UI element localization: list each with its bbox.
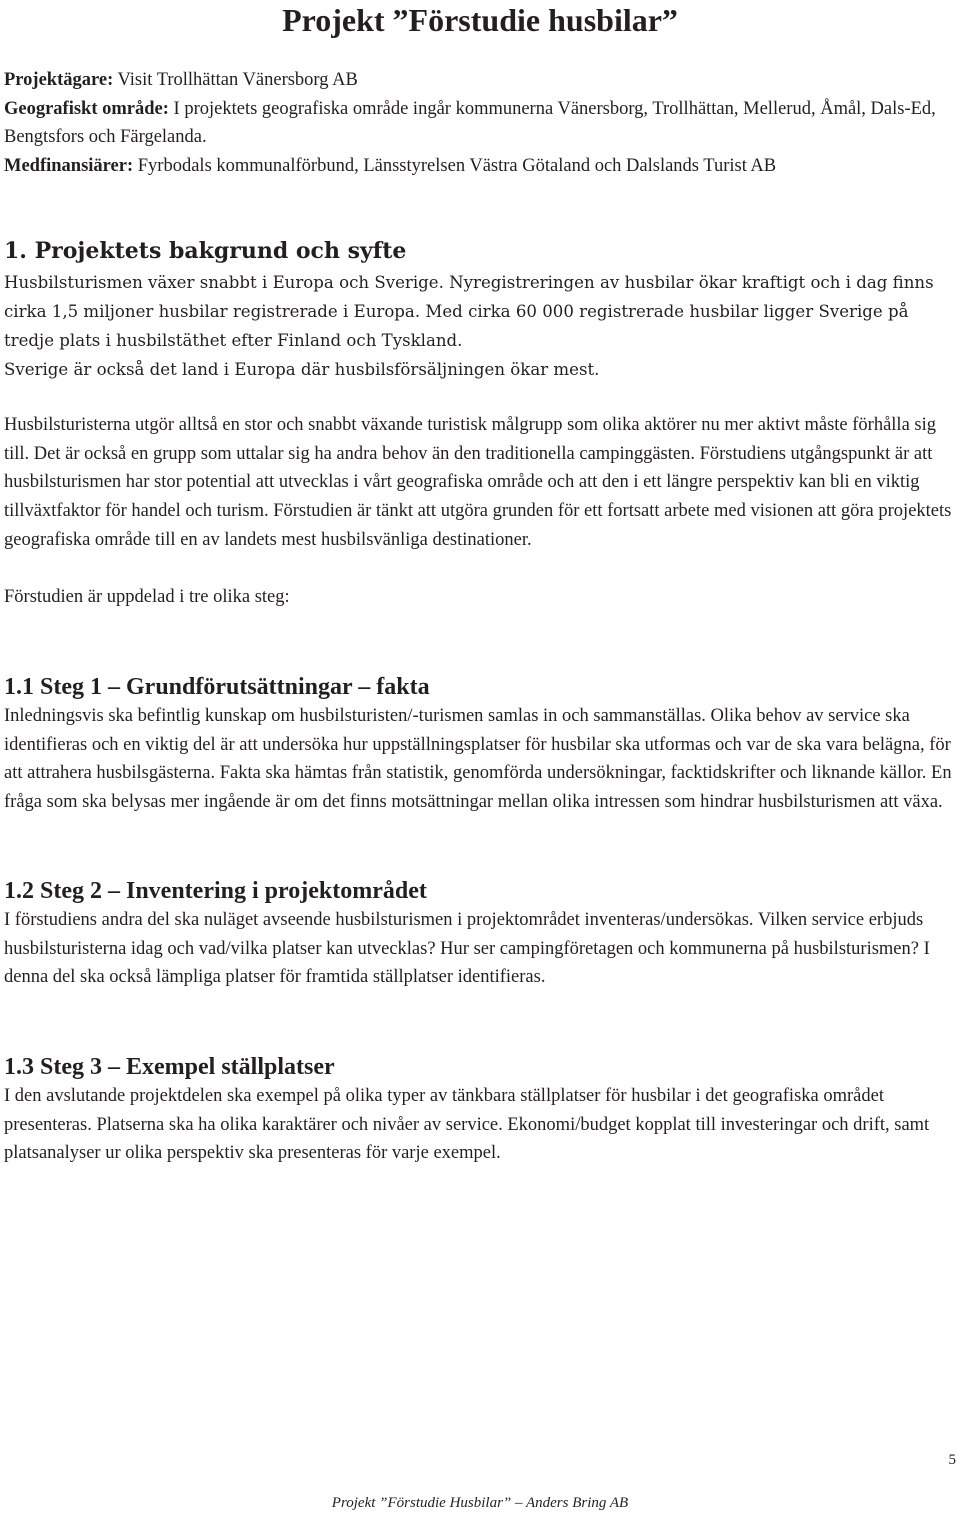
page-footer: Projekt ”Förstudie Husbilar” – Anders Bring AB: [331, 1495, 629, 1511]
section-background-continued: [4, 411, 954, 611]
step-3-text: I den avslutande projektdelen ska exempel på olika typer av tänkbara ställplatser för husbilar i det geografiska området presenteras. Platserna ska ha olika karaktärer och nivåer av service. Ekonomi/budget kopplat till investeringar och drift, samt platsanalyser ur olika perspektiv ska presenteras för varje exempel.: [4, 1086, 930, 1164]
step-2-text: I förstudiens andra del ska nuläget avseende husbilsturismen i projektområdet inventeras/undersökas. Vilken service erbjuds husbilsturisterna idag och vad/vilka platser kan utvecklas? Hur ser campingföretagen och kommunerna på husbilsturismen? I denna del ska också lämpliga platser för framtida ställplatser identifieras.: [4, 910, 930, 988]
section-background-heading: 1. Projektets bakgrund och syfte: [4, 238, 407, 264]
co-funders-value: Fyrbodals kommunalförbund, Länsstyrelsen Västra Götaland och Dalslands Turist AB: [133, 155, 777, 176]
project-owner-value: Visit Trollhättan Vänersborg AB: [113, 70, 358, 90]
step-2-heading: 1.2 Steg 2 – Inventering i projektområdet: [4, 878, 427, 904]
page-number: 5: [948, 1452, 956, 1468]
section-background: [4, 236, 954, 384]
co-funders-label: Medfinansiärer:: [4, 155, 134, 176]
document-title: Projekt ”Förstudie husbilar”: [282, 2, 678, 38]
section-step-1: [4, 672, 954, 817]
step-1-text: Inledningsvis ska befintlig kunskap om husbilsturisten/-turismen samlas in och sammanställas. Olika behov av service ska identifieras och en viktig del är att undersöka hur uppställningsplatser för husbilar ska utformas och var de ska vara belägna, för att attrahera husbilsgästerna. Fakta ska hämtas från statistik, genomförda undersökningar, facktidskrifter och liknande källor. En fråga som ska belysas mer ingående är om det finns motsättningar mellan olika intressen som hindrar husbilsturismen att växa.: [4, 706, 952, 813]
background-paragraph-3: Förstudien är uppdelad i tre olika steg:: [4, 586, 290, 607]
step-1-heading: 1.1 Steg 1 – Grundförutsättningar – fakta: [4, 674, 430, 700]
geographic-area: [4, 95, 956, 152]
section-step-2: [4, 876, 954, 992]
project-owner: [4, 66, 956, 95]
background-paragraph-1: Husbilsturismen växer snabbt i Europa och Sverige. Nyregistreringen av husbilar ökar kraftigt och i dag finns cirka 1,5 miljoner husbilar registrerade i Europa. Med cirka 60 000 registrerade husbilar ligger Sverige på tredje plats i husbilstäthet efter Finland och Tyskland.: [4, 273, 934, 350]
project-metadata: [4, 66, 956, 180]
background-paragraph-2: Husbilsturisterna utgör alltså en stor och snabbt växande turistisk målgrupp som olika aktörer nu mer aktivt måste förhålla sig till. Det är också en grupp som uttalar sig ha andra behov än den traditionella campinggästen. Förstudiens utgångspunkt är att husbilsturismen har stor potential att utvecklas i vårt geografiska område och att den i ett längre perspektiv kan bli en viktig tillväxtfaktor för handel och turism. Förstudien är tänkt att utgöra grunden för ett fortsatt arbete med visionen att göra projektets geografiska område till en av landets mest husbilsvänliga destinationer.: [4, 415, 952, 550]
step-3-heading: 1.3 Steg 3 – Exempel ställplatser: [4, 1054, 335, 1080]
geographic-area-value: I projektets geografiska område ingår kommunerna Vänersborg, Trollhättan, Mellerud, Åmål, Dals-Ed, Bengtsfors och Färgelanda.: [4, 98, 936, 147]
co-funders: [4, 152, 956, 181]
background-paragraph-1b: Sverige är också det land i Europa där husbilsförsäljningen ökar mest.: [4, 360, 600, 379]
project-owner-label: Projektägare:: [4, 70, 114, 90]
section-step-3: [4, 1052, 954, 1168]
geographic-area-label: Geografiskt område:: [4, 98, 169, 119]
